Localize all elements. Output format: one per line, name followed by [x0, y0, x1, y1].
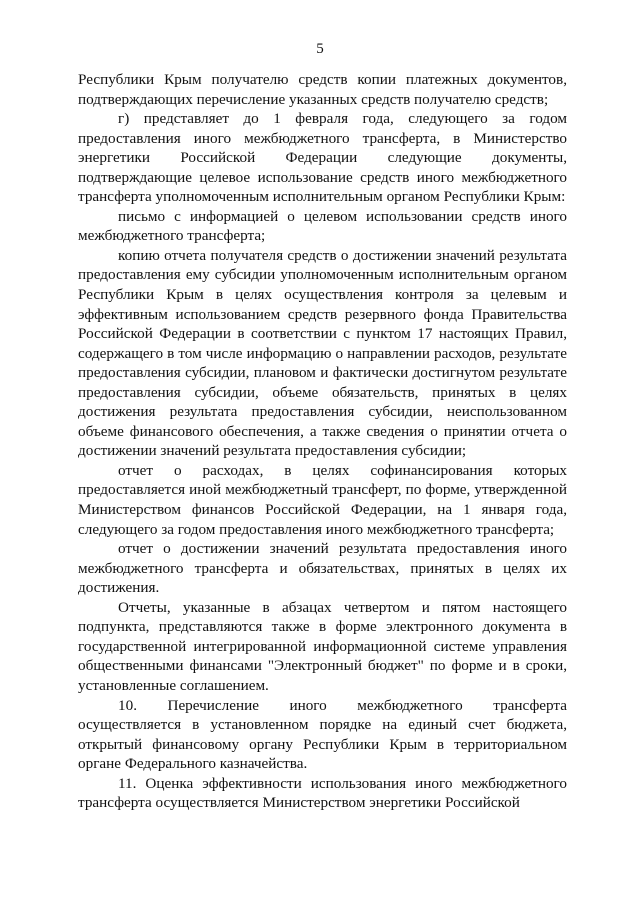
document-body — [78, 70, 567, 813]
paragraph-7: Отчеты, указанные в абзацах четвертом и пятом настоящего подпункта, представляются также в форме электронного документа в государственной интегрированной информационной системе управления общественными финансами "Электронный бюджет" по форме и в сроки, установленные соглашением. — [78, 598, 567, 694]
paragraph-9: 11. Оценка эффективности использования иного межбюджетного трансферта осуществляется Министерством энергетики Российской — [78, 774, 567, 812]
paragraph-6: отчет о достижении значений результата предоставления иного межбюджетного трансферта и обязательствах, принятых в целях их достижения. — [78, 540, 567, 597]
paragraph-3: письмо с информацией о целевом использовании средств иного межбюджетного трансферта; — [78, 207, 567, 245]
paragraph-5: отчет о расходах, в целях софинансирования которых предоставляется иной межбюджетный трансферт, по форме, утвержденной Министерством финансов Российской Федерации, на 1 января года, следующего за годом предоставления иного межбюджетного трансферта; — [78, 461, 567, 538]
paragraph-8: 10. Перечисление иного межбюджетного трансферта осуществляется в установленном порядке на единый счет бюджета, открытый финансовому органу Республики Крым в территориальном органе Федерального казначейства. — [78, 696, 567, 773]
page-number: 5 — [316, 41, 324, 57]
paragraph-1: Республики Крым получателю средств копии платежных документов, подтверждающих перечисление указанных средств получателю средств; — [78, 71, 567, 108]
paragraph-2: г) представляет до 1 февраля года, следующего за годом предоставления иного межбюджетного трансферта, в Министерство энергетики Российской Федерации следующие документы, подтверждающие целевое использование средств иного межбюджетного трансферта уполномоченным исполнительным органом Республики Крым: — [78, 110, 567, 206]
paragraph-4: копию отчета получателя средств о достижении значений результата предоставления ему субсидии уполномоченным исполнительным органом Республики Крым в целях осуществления контроля за целевым и эффективным использованием средств резервного фонда Правительства Российской Федерации в соответствии с пунктом 17 настоящих Правил, содержащего в том числе информацию о направлении расходов, результате предоставления субсидии, плановом и фактически достигнутом результате предоставления субсидии, объеме обязательств, принятых в целях достижения результата предоставления субсидии, неиспользованном объеме финансового обеспечения, а также сведения о принятии отчета о достижении значений результата предоставления субсидии; — [78, 246, 567, 460]
